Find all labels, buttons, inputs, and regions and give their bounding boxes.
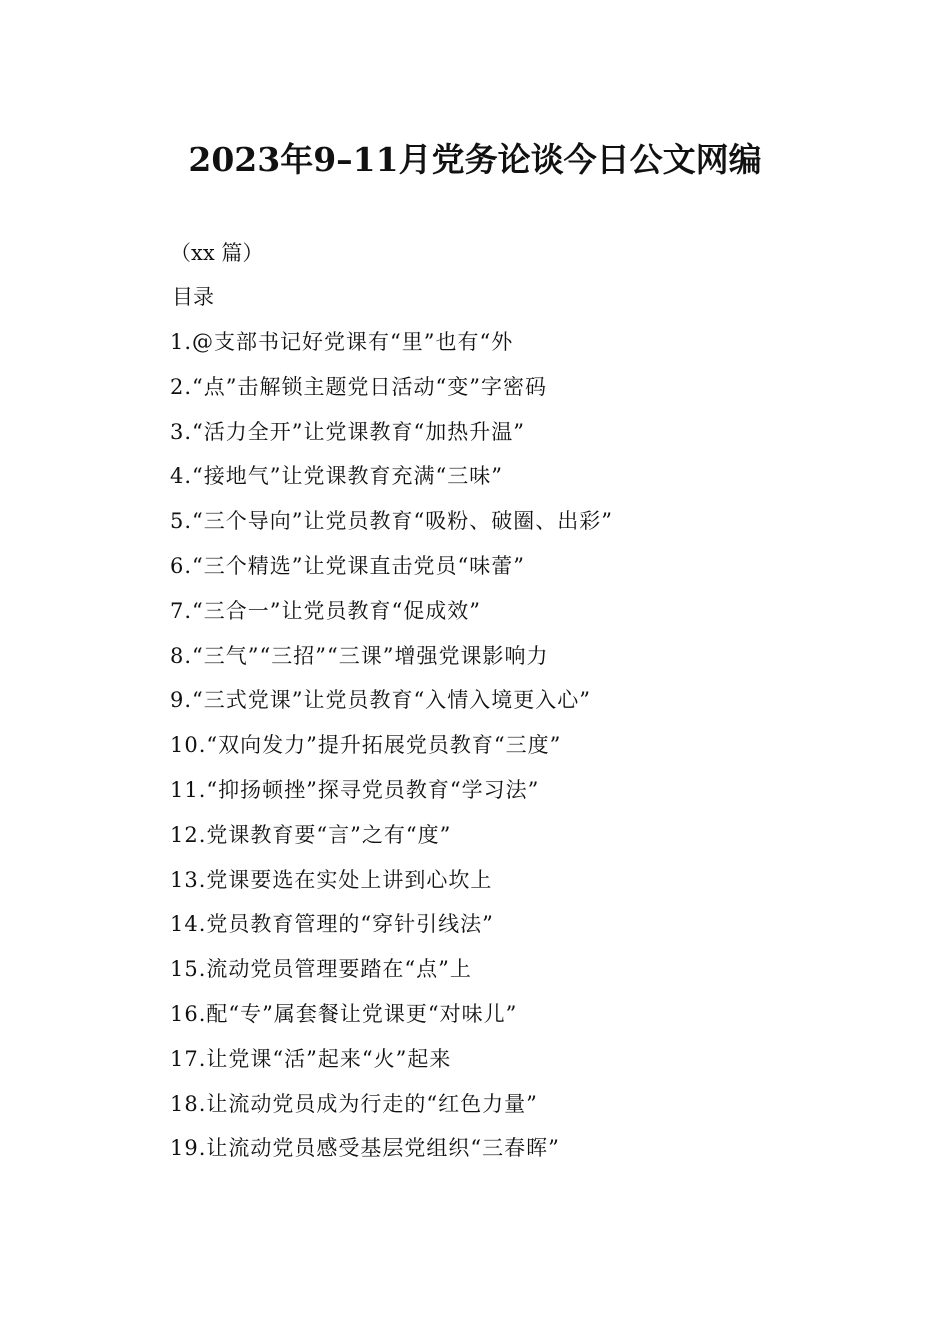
toc-item: 14.党员教育管理的“穿针引线法” bbox=[170, 912, 494, 937]
toc-heading: 目录 bbox=[172, 285, 214, 309]
toc-list bbox=[170, 325, 613, 1176]
toc-item: 12.党课教育要“言”之有“度” bbox=[170, 822, 452, 847]
toc-item: 3.“活力全开”让党课教育“加热升温” bbox=[170, 419, 525, 444]
toc-item: 17.让党课“活”起来“火”起来 bbox=[170, 1046, 452, 1071]
toc-item: 13.党课要选在实处上讲到心坎上 bbox=[170, 867, 493, 892]
toc-item: 8.“三气”“三招”“三课”增强党课影响力 bbox=[170, 643, 549, 668]
toc-item: 1.@支部书记好党课有“里”也有“外 bbox=[170, 330, 514, 354]
toc-item: 2.“点”击解锁主题党日活动“变”字密码 bbox=[170, 374, 547, 399]
toc-item: 6.“三个精选”让党课直击党员“味蕾” bbox=[170, 553, 525, 578]
toc-item: 19.让流动党员感受基层党组织“三春晖” bbox=[170, 1136, 560, 1161]
document-title: 2023年9–11月党务论谈今日公文网编 bbox=[188, 140, 762, 179]
toc-item: 10.“双向发力”提升拓展党员教育“三度” bbox=[170, 733, 562, 758]
toc-item: 7.“三合一”让党员教育“促成效” bbox=[170, 598, 481, 623]
toc-item: 4.“接地气”让党课教育充满“三味” bbox=[170, 464, 503, 489]
toc-item: 9.“三式党课”让党员教育“入情入境更入心” bbox=[170, 688, 591, 713]
toc-item: 5.“三个导向”让党员教育“吸粉、破圈、出彩” bbox=[170, 509, 613, 534]
toc-item: 11.“抑扬顿挫”探寻党员教育“学习法” bbox=[170, 777, 540, 802]
article-count-note: （xx 篇） bbox=[170, 241, 264, 265]
toc-item: 18.让流动党员成为行走的“红色力量” bbox=[170, 1091, 538, 1116]
toc-item: 15.流动党员管理要踏在“点”上 bbox=[170, 957, 472, 982]
toc-item: 16.配“专”属套餐让党课更“对味儿” bbox=[170, 1001, 518, 1026]
